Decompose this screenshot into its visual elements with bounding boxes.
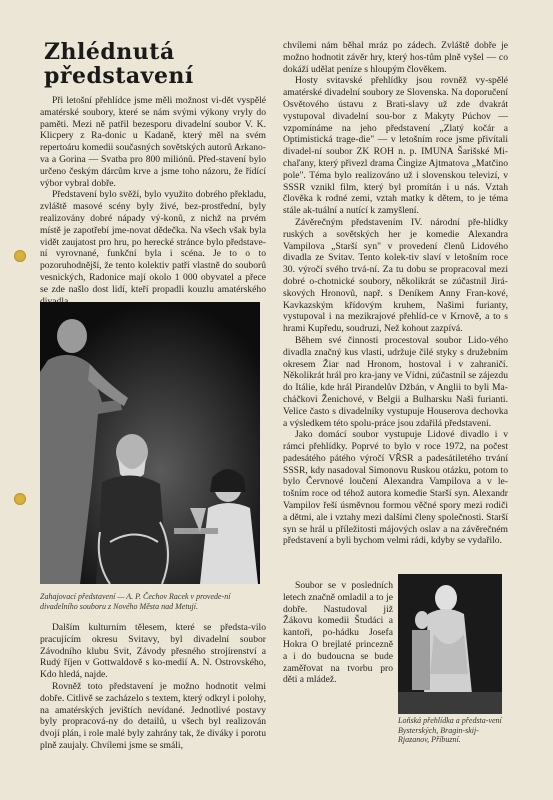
paragraph: Dalším kulturním tělesem, které se předsta-vilo pracujícím okresu Svitavy, byl divadelní soubor Závodního klubu Svit, Závody přesného strojírenství a Rudý říjen v Gottwaldově s ko-medií A. N. Ostrovského, Kdo hledá, najde. [40,622,266,681]
paragraph: chvílemi nám běhal mráz po zádech. Zvláště dobře je možno hodnotit závěr hry, který hos-tům plně vyšel — co dokáží udělat peníze s hloupým člověkem. [283,40,508,75]
right-bottom-text [283,580,393,686]
paragraph: Rovněž toto představení je možno hodnotit velmi dobře. Citlivě se zacházelo s textem, který odkryl i polohy, na amatérských jevištích nevídané. Jednotlivé postavy byly propracová-ny do detailů, u všech byl realizován dvojí plán, i role malé byly zahrány tak, že diváky i porotu plně zaujaly. Chvílemi jsme se smáli, [40,680,266,751]
paragraph: Během své činnosti procestoval soubor Lido-vého divadla značný kus vlasti, udržuje čilé styky s družebním okresem Žiar nad Hronom, hostoval i v zahraničí. Několikrát hrál pro kra-jany ve Vídni, zúčastnil se zájezdu do Itálie, kde hrál Pirandelův Džbán, v Anglii to byli Ma-cháčkovi Ženichové, v Belgii a Bulharsku Naši furianti. Velice často s divadelníky vystupuje Houserova dechovka a výsledkem této spolu-práce jsou zdařilá představení. [283,334,508,429]
binder-hole [14,250,26,262]
paragraph: Soubor se v posledních letech značně omladil a to je dobře. Nastudoval již Žákovu komedii Študáci a kantoři, po-hádku Josefa Hokra O brejlaté princezně a i do budoucna se bude zaměřovat na tvorbu pro děti a mládež. [283,580,393,686]
left-column [40,40,266,298]
paragraph: Hosty svitavské přehlídky jsou rovněž vy-spělé amatérské divadelní soubory ze Slovenska. Na doporučení Osvětového ústavu z Brati-slavy už zde dvakrát vystupoval divadelní sou-bor z Makyty Púchov — vzpomínáme na jeho představení „Zlatý kočár a Optimistická trage-die" — v letošním roce jsme přivítali divadel-ní soubor ZK ROH n. p. IMUNA Šarišské Mi-chaľany, který přivezl drama Čingize Ajtmatova „Matčino pole". Téma bylo realizováno už i slovenskou televizí, v SSSR vznikl film, který byl promítán i u nás. Vztah člověka k rodné zemi, vztah matky k dětem, to je téma stále ak-tuální a nutící k zamyšlení. [283,75,508,217]
left-bottom-text [40,622,266,752]
binder-hole [14,493,26,505]
right-column [283,40,508,578]
paragraph: Závěrečným představením IV. národní pře-hlídky ruských a sovětských her je komedie Alexandra Vampilova „Starší syn" v provedení členů Lidového divadla ze Svitav. Tento kolek-tiv slaví v letošním roce 30. výročí svého trvá-ní. Za tu dobu se propracoval mezi dobré o-chotnické soubory, několikrát se zúčastnil Jirá-skových Hronovů, např. s Deníkem Anny Fran-kové, Kavkazským křídovým kruhem, Našimi furianty, vystupoval i na mezikrajové přehlíd-ce v Krnově, a to s hrami Kupředu, soudruzi, Než kohout zazpívá. [283,216,508,335]
photo-caption: Zahajovací představení — A. P. Čechov Racek v provede-ní divadelního souboru z Nového Města nad Metují. [40,592,231,611]
paragraph: Při letošní přehlídce jsme měli možnost vi-dět vyspělé amatérské soubory, které se nám svými výkony vryly do paměti. Mezi ně patřil bezesporu divadelní soubor V. K. Klicpery z Ra-donic u Kadaně, který měl na svém repertoáru komedii současných sovětských autorů Arkano-va a Gorina — Svatba pro 800 miliónů. Před-stavení bylo určeno českým dárcům krve a jsme toho názoru, že řídící výbor vybral dobře. [40,95,266,189]
paragraph: Jako domácí soubor vystupuje Lidové divadlo i v rámci přehlídky. Poprvé to bylo v roce 1972, na počest padesátého pátého výročí VŘSR a padesátiletého trvání SSSR, kdy nasadoval Simonovu Ruskou otázku, potom to bylo Červnové loučení Alexandra Vampilova a v le-tošním roce od téhož autora komedie Starší syn. Alexandr Vampilov řeší úsměvnou formou věčné spory mezi rodiči a dětmi, ale i vztahy mezi dalšími členy společnosti. Starší syn se hrál u příležitosti májových oslav a na závěrečném představení a byli bychom velmi rádi, kdyby se vydařilo. [283,429,508,547]
article-title: Zhlédnutá představení [44,39,194,89]
photo-caption: Loňská přehlídka a předsta-vení Bysterských, Bragin-skij-Rjazanov, Příbuzní. [398,716,502,745]
second-photo [398,574,502,714]
theatre-scene-illustration [40,302,260,584]
stage-figures-illustration [398,574,502,714]
theatre-photo [40,302,260,584]
paragraph: Představení bylo svěží, bylo využito dobrého překladu, zvláště masové scény byly živé, bez-prostřední, byly realizovány dobré nápady vý-konů, z nichž na prvém místě je zapotřebí jme-novat dědečka. Na všech však byla vidět zaujatost pro hru, po herecké stránce bylo představe-ní vyrovnané, funkční byla i scéna. Je to o to pozoruhodnější, že tento kolektiv patří vlastně do souborů vesnických, Radonice mají okolo 1 000 obyvatel a přece se zde našlo dost lidí, kteří propadli kouzlu amatérského [40,189,266,295]
